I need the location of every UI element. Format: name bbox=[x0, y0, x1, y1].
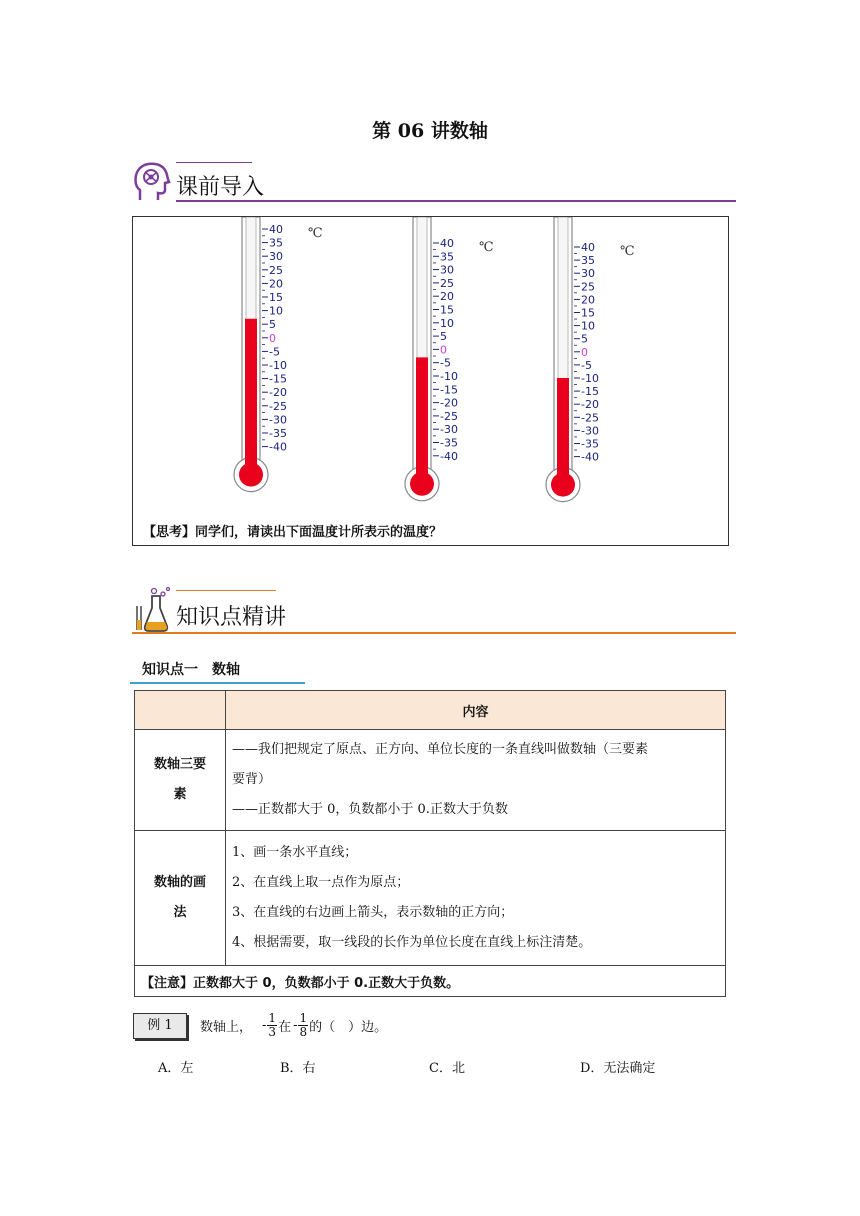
option-c[interactable]: C．北 bbox=[429, 1061, 465, 1076]
scale-label: 5 bbox=[269, 318, 276, 332]
scale-label: -30 bbox=[440, 423, 458, 437]
scale-label: -25 bbox=[440, 409, 458, 423]
scale-label: 25 bbox=[581, 280, 595, 294]
scale-label: 35 bbox=[581, 254, 595, 268]
scale-label: -10 bbox=[440, 370, 458, 383]
scale-label: 15 bbox=[440, 303, 454, 317]
option-b[interactable]: B．右 bbox=[280, 1061, 316, 1076]
knowledge-point-underline bbox=[130, 682, 305, 684]
option-d[interactable]: D．无法确定 bbox=[580, 1061, 656, 1076]
think-label: 【思考】 bbox=[143, 525, 196, 540]
scale-label: -30 bbox=[269, 413, 287, 427]
scale-label: -20 bbox=[440, 396, 458, 410]
mercury-bulb bbox=[410, 472, 434, 496]
scale-label: 40 bbox=[581, 241, 595, 254]
scale-label: 20 bbox=[269, 277, 283, 291]
scale-label: -10 bbox=[269, 359, 287, 372]
content-table bbox=[134, 690, 726, 997]
scale-label: 35 bbox=[440, 250, 454, 264]
scale-label: 5 bbox=[440, 330, 447, 344]
scale-label: 10 bbox=[440, 316, 454, 330]
scale-label: 10 bbox=[581, 319, 595, 333]
option-a[interactable]: A．左 bbox=[158, 1061, 194, 1076]
scale-label: -40 bbox=[269, 440, 287, 454]
scale-label: -30 bbox=[581, 424, 599, 438]
unit-label: ℃ bbox=[479, 240, 494, 255]
section-header-intro bbox=[132, 158, 736, 204]
table-row bbox=[135, 730, 726, 831]
scale-label: -15 bbox=[581, 385, 599, 399]
table-header-content: 内容 bbox=[226, 691, 726, 730]
scale-label: 20 bbox=[440, 290, 454, 304]
mercury-column bbox=[416, 357, 428, 483]
scale-label: 30 bbox=[581, 267, 595, 281]
row-content-elements: ——我们把规定了原点、正方向、单位长度的一条直线叫做数轴（三要素 要背） ——正数都大于 0，负数都小于 0.正数大于负数 bbox=[226, 730, 726, 831]
scale-label: -5 bbox=[269, 345, 280, 359]
table-note-row bbox=[135, 966, 726, 997]
page-title: 第 06 讲数轴 bbox=[372, 120, 488, 142]
scale-label: -25 bbox=[269, 399, 287, 413]
scale-label: 20 bbox=[581, 293, 595, 307]
scale-label: 15 bbox=[581, 306, 595, 320]
example-question: 数轴上， - $\frac{1}{3}$ 在 - $\frac{1}{8}$ 的（ ）边。 bbox=[200, 1011, 388, 1039]
section-header-knowledge bbox=[132, 586, 736, 636]
scale-label: 40 bbox=[440, 237, 454, 250]
row-content-drawing: 1、画一条水平直线； 2、在直线上取一点作为原点； 3、在直线的右边画上箭头，表示数轴的正方向； 4、根据需要，取一线段的长作为单位长度在直线上标注清楚。 bbox=[226, 831, 726, 966]
scale-label: -35 bbox=[581, 437, 599, 451]
row-head-elements: 数轴三要 素 bbox=[135, 730, 226, 831]
fraction-one-third: $\frac{1}{3}$ bbox=[268, 1011, 277, 1039]
scale-label: -20 bbox=[581, 398, 599, 412]
table-header-row bbox=[135, 691, 726, 730]
scale-label: -5 bbox=[440, 356, 451, 370]
table-row bbox=[135, 831, 726, 966]
scale-label: 30 bbox=[269, 250, 283, 264]
thermometer-figure bbox=[133, 217, 728, 517]
mercury-bulb bbox=[239, 463, 263, 487]
table-note: 【注意】正数都大于 0，负数都小于 0.正数大于负数。 bbox=[135, 966, 726, 997]
unit-label: ℃ bbox=[620, 244, 635, 259]
intro-box bbox=[132, 216, 729, 546]
scale-label: 35 bbox=[269, 236, 283, 250]
scale-label: -40 bbox=[581, 450, 599, 464]
scale-label: 5 bbox=[581, 332, 588, 346]
scale-label: 15 bbox=[269, 291, 283, 304]
brain-head-icon bbox=[132, 160, 172, 202]
scale-label: -40 bbox=[440, 449, 458, 463]
scale-label: -10 bbox=[581, 372, 599, 385]
scale-label: -15 bbox=[269, 372, 287, 386]
scale-label: 25 bbox=[269, 263, 283, 277]
scale-label: -15 bbox=[440, 383, 458, 397]
row-head-drawing: 数轴的画 法 bbox=[135, 831, 226, 966]
knowledge-point-title: 知识点一 数轴 bbox=[142, 662, 240, 678]
section-title-intro: 课前导入 bbox=[176, 175, 265, 200]
scale-label: -5 bbox=[581, 358, 592, 372]
fraction-one-eighth: $\frac{1}{8}$ bbox=[299, 1011, 308, 1039]
scale-label: 25 bbox=[440, 276, 454, 290]
scale-label: 40 bbox=[269, 223, 283, 236]
scale-label: -20 bbox=[269, 386, 287, 400]
scale-label: -25 bbox=[581, 411, 599, 425]
scale-label: 0 bbox=[581, 345, 588, 359]
unit-label: ℃ bbox=[308, 226, 323, 241]
flask-icon bbox=[132, 586, 172, 632]
scale-label: -35 bbox=[440, 436, 458, 450]
scale-label: 0 bbox=[269, 331, 276, 345]
scale-label: 10 bbox=[269, 304, 283, 318]
mercury-bulb bbox=[551, 473, 575, 497]
think-question: 同学们，请读出下面温度计所表示的温度？ bbox=[195, 525, 443, 540]
scale-label: 30 bbox=[440, 263, 454, 277]
example-tag: 例 1 bbox=[133, 1013, 187, 1039]
scale-label: 0 bbox=[440, 343, 447, 357]
mercury-column bbox=[557, 378, 569, 485]
mercury-column bbox=[245, 319, 257, 475]
section-title-knowledge: 知识点精讲 bbox=[176, 605, 287, 630]
scale-label: -35 bbox=[269, 427, 287, 440]
